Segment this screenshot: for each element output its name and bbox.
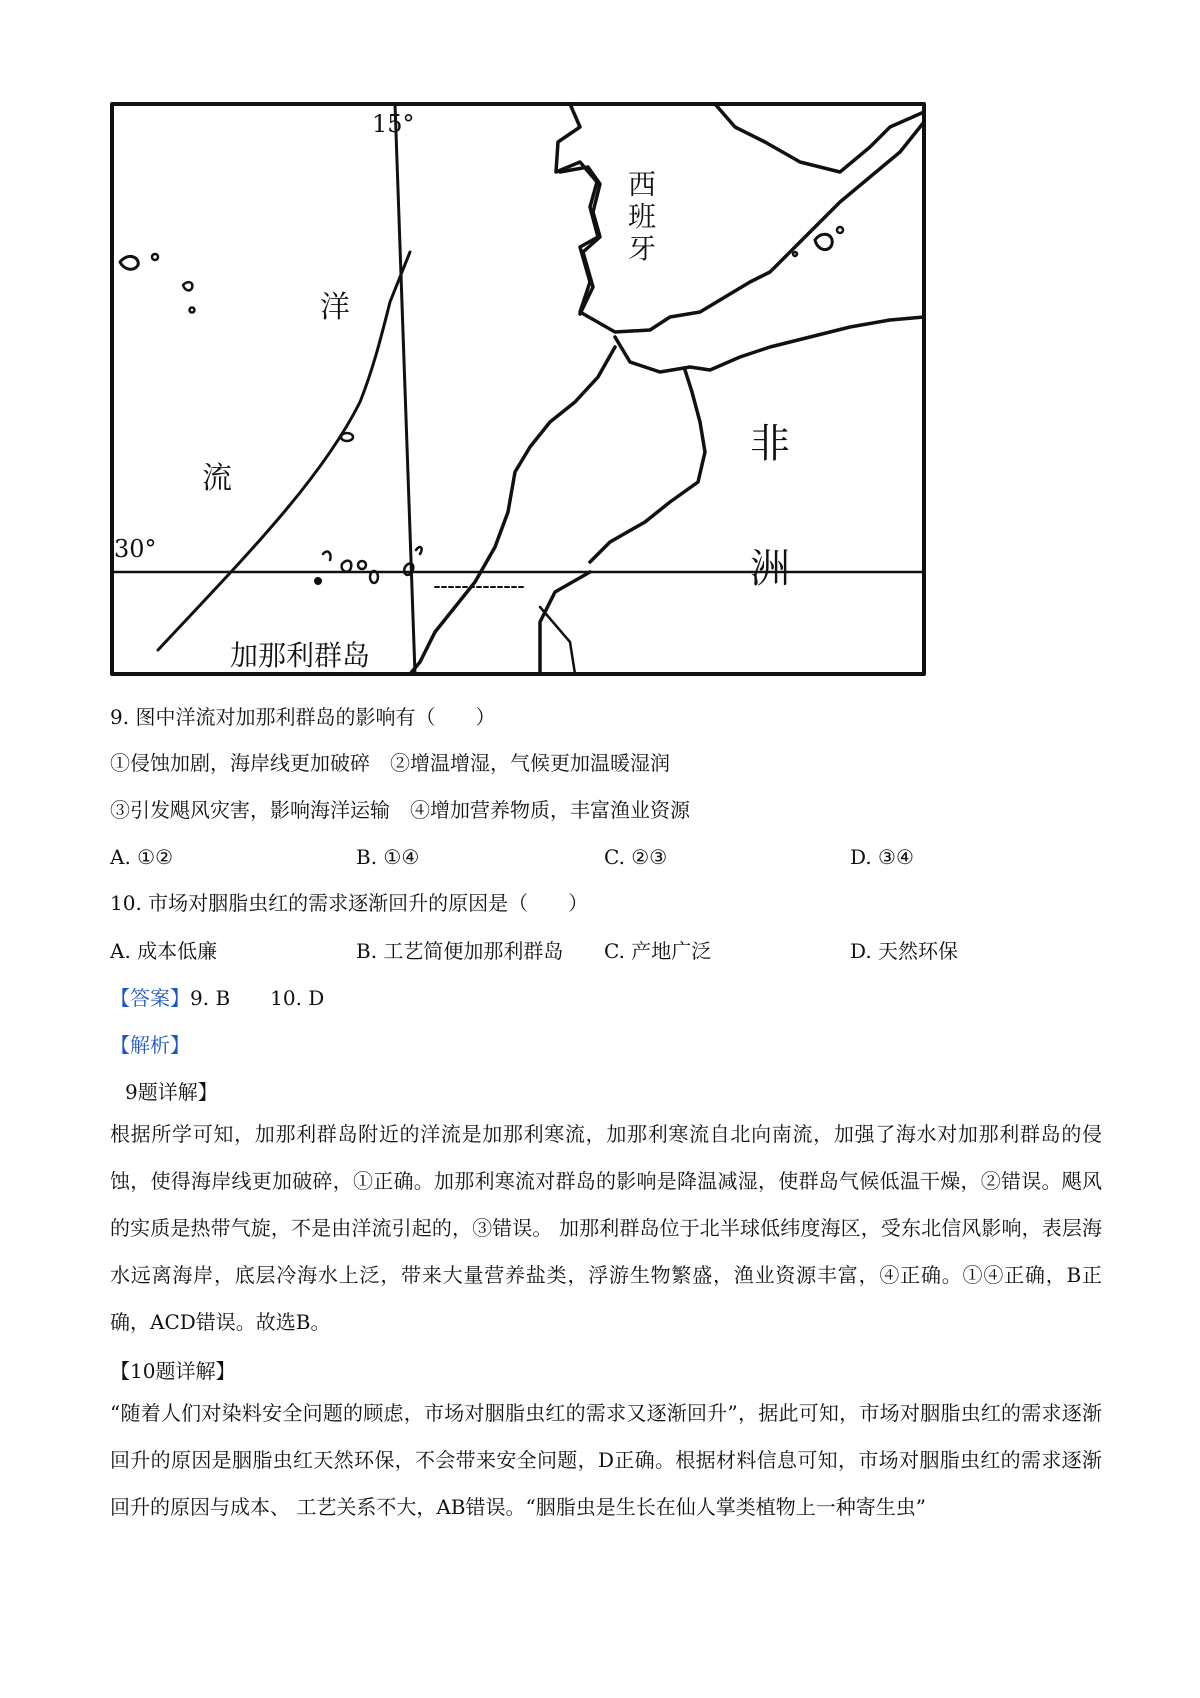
africa-label-fei: 非	[750, 421, 790, 467]
lon15-label: 15°	[372, 110, 415, 138]
q9-option-c[interactable]: C. ②③	[604, 845, 668, 869]
canary-island-1	[323, 552, 331, 560]
algeria-border	[540, 572, 590, 674]
azores-island-1	[120, 256, 138, 269]
spain-label-2: 班	[628, 200, 657, 233]
spain-label-3: 牙	[628, 232, 657, 265]
azores-island-4	[190, 308, 195, 313]
q9-option-a[interactable]: A. ①②	[110, 845, 174, 869]
q10-stem: 10. 市场对胭脂虫红的需求逐渐回升的原因是（ ）	[110, 891, 589, 915]
longitude-15-line	[395, 104, 415, 674]
balearic-island-small	[837, 227, 843, 233]
madeira-island	[341, 433, 353, 441]
azores-island-3	[183, 282, 192, 290]
ocean-label-yang: 洋	[320, 290, 350, 325]
q10-option-c[interactable]: C. 产地广泛	[604, 939, 712, 963]
morocco-border	[590, 370, 705, 562]
canary-island-2	[342, 561, 352, 572]
iberia-coast	[556, 104, 924, 332]
canary-islands-label: 加那利群岛	[230, 639, 371, 672]
canary-island-3	[358, 561, 366, 569]
africa-label-zhou: 洲	[750, 546, 790, 592]
detail9-heading: 9题详解】	[125, 1080, 218, 1104]
map-figure	[110, 102, 926, 676]
q10-option-d[interactable]: D. 天然环保	[850, 939, 959, 963]
q9-items-line1: ①侵蚀加剧，海岸线更加破碎 ②增温增湿，气候更加温暖湿润	[110, 751, 670, 775]
lat30-label: 30°	[114, 535, 157, 563]
q10-option-a[interactable]: A. 成本低廉	[110, 939, 218, 963]
q9-option-d[interactable]: D. ③④	[850, 845, 914, 869]
gibraltar-coast	[615, 317, 924, 372]
answer-label: 【答案】	[110, 986, 190, 1010]
azores-island-2	[152, 254, 158, 260]
q9-items-line2: ③引发飓风灾害，影响海洋运输 ④增加营养物质，丰富渔业资源	[110, 798, 690, 822]
canary-island-5	[315, 578, 321, 584]
western-sahara-border	[540, 607, 575, 674]
detail10-body: “随着人们对染料安全问题的顾虑，市场对胭脂虫红的需求又逐渐回升”，据此可知，市场对胭脂虫红的需求逐渐回升的原因是胭脂虫红天然环保，不会带来安全问题，D正确。根据材料信息可知，市场对胭脂虫红的需求逐渐回升的原因与成本、 工艺关系不大，AB错误。“胭脂虫是生长在仙人掌类植物上一种寄生虫”	[110, 1401, 1102, 1519]
canary-current-line	[158, 252, 410, 650]
analysis-label: 【解析】	[110, 1033, 190, 1057]
ocean-label-liu: 流	[202, 461, 232, 496]
answer-line	[110, 984, 324, 1012]
detail9-body: 根据所学可知，加那利群岛附近的洋流是加那利寒流，加那利寒流自北向南流，加强了海水对加那利群岛的侵蚀，使得海岸线更加破碎，①正确。加那利寒流对群岛的影响是降温减湿，使群岛气候低温干燥，②错误。飓风的实质是热带气旋，不是由洋流引起的，③错误。 加那利群岛位于北半球低纬度海区，受东北信风影响，表层海水远离海岸，底层冷海水上泛，带来大量营养盐类，浮游生物繁盛，渔业资源丰富，④正确。①④正确，B正确，ACD错误。故选B。	[110, 1122, 1102, 1334]
q9-option-b[interactable]: B. ①④	[356, 845, 420, 869]
spain-label-1: 西	[628, 168, 657, 201]
q10-option-b[interactable]: B. 工艺简便加那利群岛	[356, 939, 564, 963]
france-border	[715, 104, 924, 172]
canary-island-7	[416, 547, 422, 554]
map-frame	[112, 104, 924, 674]
balearic-island-dot	[793, 252, 797, 256]
detail10-heading: 【10题详解】	[110, 1359, 236, 1383]
balearic-island	[815, 234, 832, 249]
answer-text: 9. B 10. D	[190, 986, 325, 1010]
morocco-coast	[410, 347, 615, 674]
q9-stem: 9. 图中洋流对加那利群岛的影响有（ ）	[110, 705, 496, 729]
